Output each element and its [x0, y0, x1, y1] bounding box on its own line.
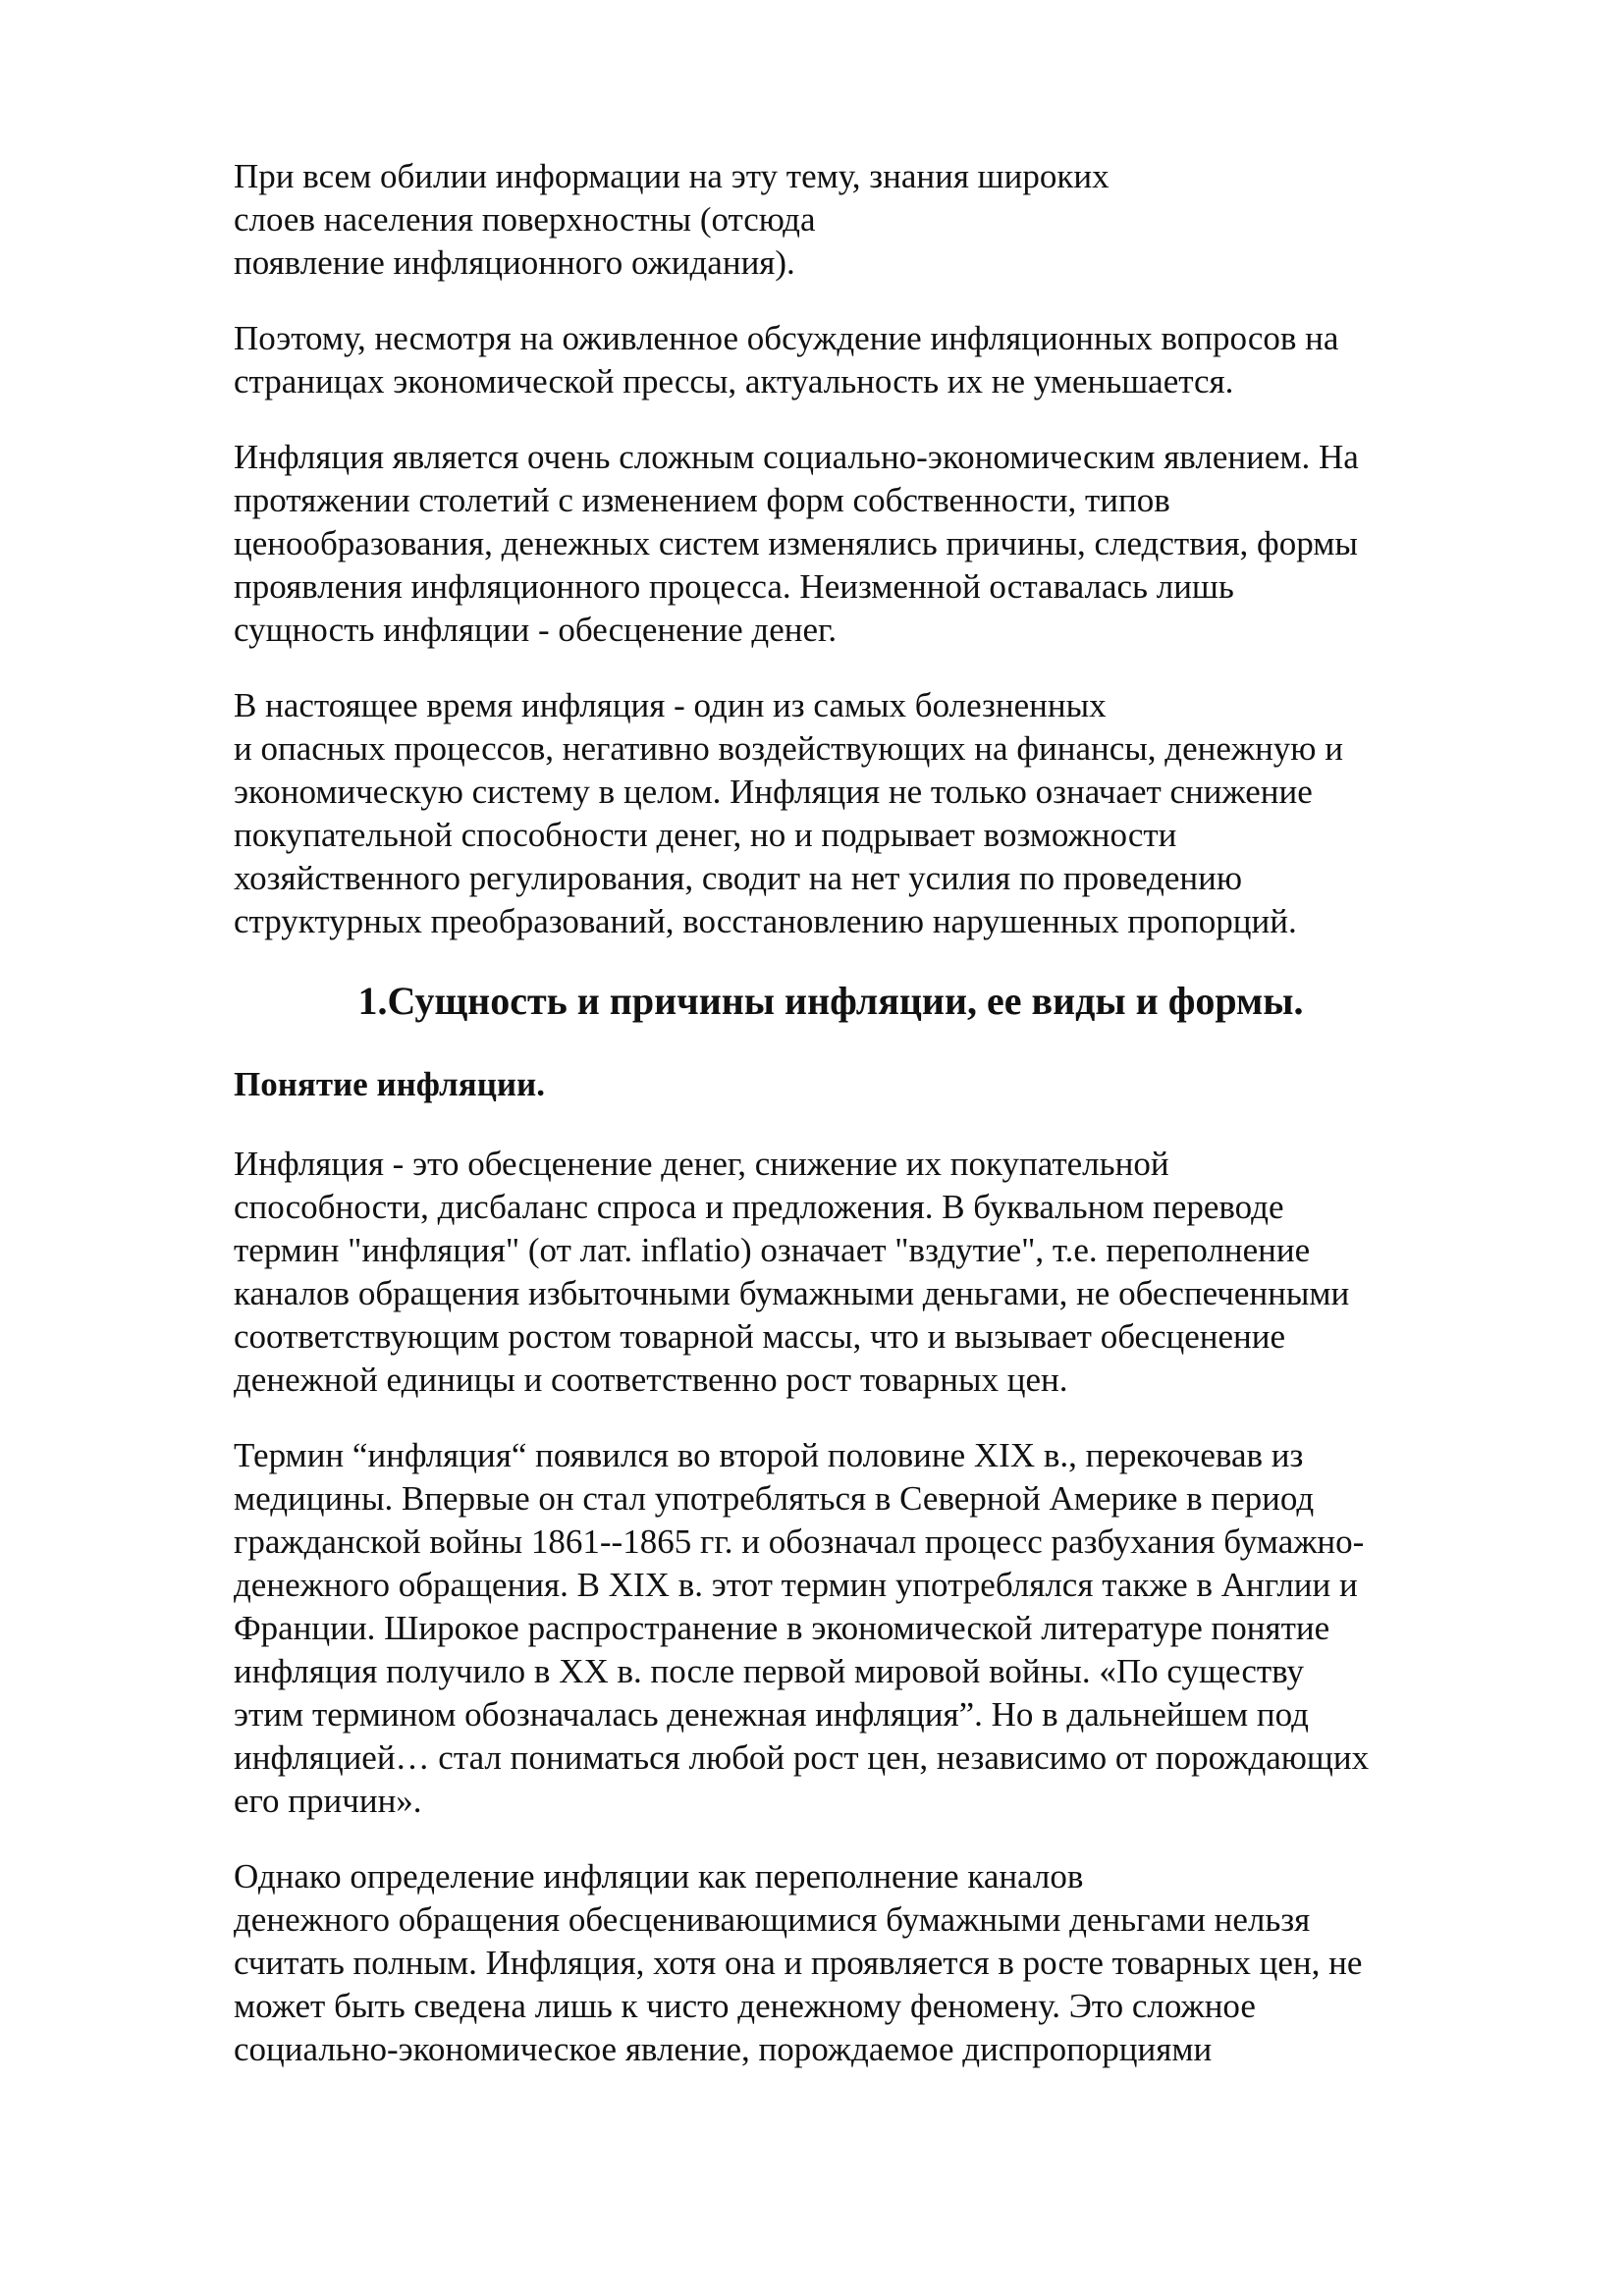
text-line: появление инфляционного ожидания). [234, 243, 795, 282]
text-line: ценообразования, денежных систем изменялись причины, следствия, формы [234, 524, 1358, 562]
text-line: способности, дисбаланс спроса и предложения. В буквальном переводе [234, 1188, 1284, 1226]
paragraph-1 [234, 155, 1530, 285]
text-line: инфляция получило в XX в. после первой мировой войны. «По существу [234, 1652, 1304, 1690]
text-line: покупательной способности денег, но и подрывает возможности [234, 816, 1177, 854]
text-line: Инфляция является очень сложным социально-экономическим явлением. На [234, 438, 1359, 476]
text-line: инфляцией… стал пониматься любой рост цен, независимо от порождающих [234, 1738, 1370, 1777]
text-line: денежного обращения. В XIX в. этот термин употреблялся также в Англии и [234, 1566, 1358, 1604]
text-line: соответствующим ростом товарной массы, что и вызывает обесценение [234, 1317, 1286, 1356]
document-page [234, 155, 1530, 2104]
text-line: Термин “инфляция“ появился во второй половине XIX в., перекочевав из [234, 1436, 1304, 1474]
paragraph-3 [234, 436, 1530, 652]
text-line: медицины. Впервые он стал употребляться в Северной Америке в период [234, 1479, 1315, 1518]
text-line: и опасных процессов, негативно воздействующих на финансы, денежную и [234, 729, 1343, 768]
text-line: структурных преобразований, восстановлению нарушенных пропорций. [234, 902, 1297, 940]
paragraph-2 [234, 317, 1530, 403]
text-line: сущность инфляции - обесценение денег. [234, 611, 838, 649]
paragraph-7 [234, 1855, 1530, 2071]
text-line: каналов обращения избыточными бумажными деньгами, не обеспеченными [234, 1274, 1350, 1312]
text-line: страницах экономической прессы, актуальность их не уменьшается. [234, 362, 1234, 400]
text-line: может быть сведена лишь к чисто денежному феномену. Это сложное [234, 1987, 1256, 2025]
text-line: Инфляция - это обесценение денег, снижение их покупательной [234, 1145, 1169, 1183]
text-line: денежного обращения обесценивающимися бумажными деньгами нельзя [234, 1900, 1311, 1939]
text-line: слоев населения поверхностны (отсюда [234, 200, 816, 239]
text-line: При всем обилии информации на эту тему, знания широких [234, 157, 1110, 195]
section-heading: 1.Сущность и причины инфляции, ее виды и формы. [357, 979, 1304, 1023]
subsection-heading: Понятие инфляции. [234, 1065, 545, 1103]
paragraph-4 [234, 684, 1530, 943]
text-line: хозяйственного регулирования, сводит на нет усилия по проведению [234, 859, 1242, 897]
text-line: считать полным. Инфляция, хотя она и проявляется в росте товарных цен, не [234, 1944, 1363, 1982]
text-line: этим термином обозначалась денежная инфляция”. Но в дальнейшем под [234, 1695, 1309, 1734]
text-line: гражданской войны 1861--1865 гг. и обозначал процесс разбухания бумажно- [234, 1522, 1365, 1561]
text-line: Однако определение инфляции как переполнение каналов [234, 1857, 1084, 1896]
text-line: протяжении столетий с изменением форм собственности, типов [234, 481, 1170, 519]
text-line: термин "инфляция" (от лат. inflatio) означает "вздутие", т.е. переполнение [234, 1231, 1311, 1269]
paragraph-6 [234, 1434, 1530, 1823]
text-line: экономическую систему в целом. Инфляция не только означает снижение [234, 773, 1313, 811]
text-line: проявления инфляционного процесса. Неизменной оставалась лишь [234, 567, 1234, 606]
text-line: В настоящее время инфляция - один из самых болезненных [234, 686, 1107, 724]
text-line: социально-экономическое явление, порождаемое диспропорциями [234, 2030, 1213, 2068]
text-line: Франции. Широкое распространение в экономической литературе понятие [234, 1609, 1330, 1647]
paragraph-5 [234, 1143, 1530, 1402]
text-line: Поэтому, несмотря на оживленное обсуждение инфляционных вопросов на [234, 319, 1339, 357]
text-line: денежной единицы и соответственно рост товарных цен. [234, 1361, 1068, 1399]
text-line: его причин». [234, 1782, 422, 1820]
